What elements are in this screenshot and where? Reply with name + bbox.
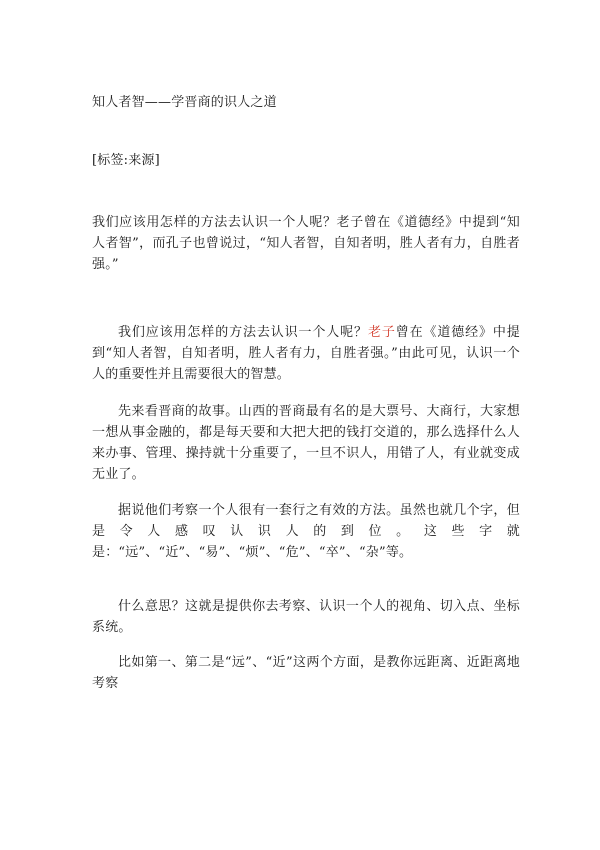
paragraph-jinshang-story: 先来看晋商的故事。山西的晋商最有名的是大票号、大商行，大家想一想从事金融的，都是每天要和大把大把的钱打交道的，那么选择什么人来办事、管理、操持就十分重要了，一旦不识人，用错了人，有业就变成无业了。 xyxy=(92,404,520,482)
paragraph-laozi xyxy=(92,322,520,385)
paragraph-laozi-before: 我们应该用怎样的方法去认识一个人呢？ xyxy=(118,325,368,340)
paragraph-laozi-after: 曾在《道德经》中提到“知人者智，自知者明，胜人者有力，自胜者强。”由此可见，认识一个人的重要性并且需要很大的智慧。 xyxy=(92,325,520,382)
paragraph-example: 比如第一、第二是“远”、“近”这两个方面，是教你远距离、近距离地考察 xyxy=(92,655,520,691)
highlighted-name-laozi: 老子 xyxy=(367,325,396,340)
tag-label: [标签:来源] xyxy=(92,153,160,168)
document-title: 知人者智——学晋商的识人之道 xyxy=(92,95,277,110)
intro-paragraph: 我们应该用怎样的方法去认识一个人呢？老子曾在《道德经》中提到“知人者智”，而孔子也曾说过，“知人者智，自知者明，胜人者有力，自胜者强。” xyxy=(92,215,520,272)
paragraph-method: 据说他们考察一个人很有一套行之有效的方法。虽然也就几个字，但是令人感叹认识人的到位。这些字就是：“远”、“近”、“易”、“烦”、“危”、“卒”、“杂”等。 xyxy=(92,503,520,560)
paragraph-meaning: 什么意思？这就是提供你去考察、认识一个人的视角、切入点、坐标系统。 xyxy=(92,599,520,635)
